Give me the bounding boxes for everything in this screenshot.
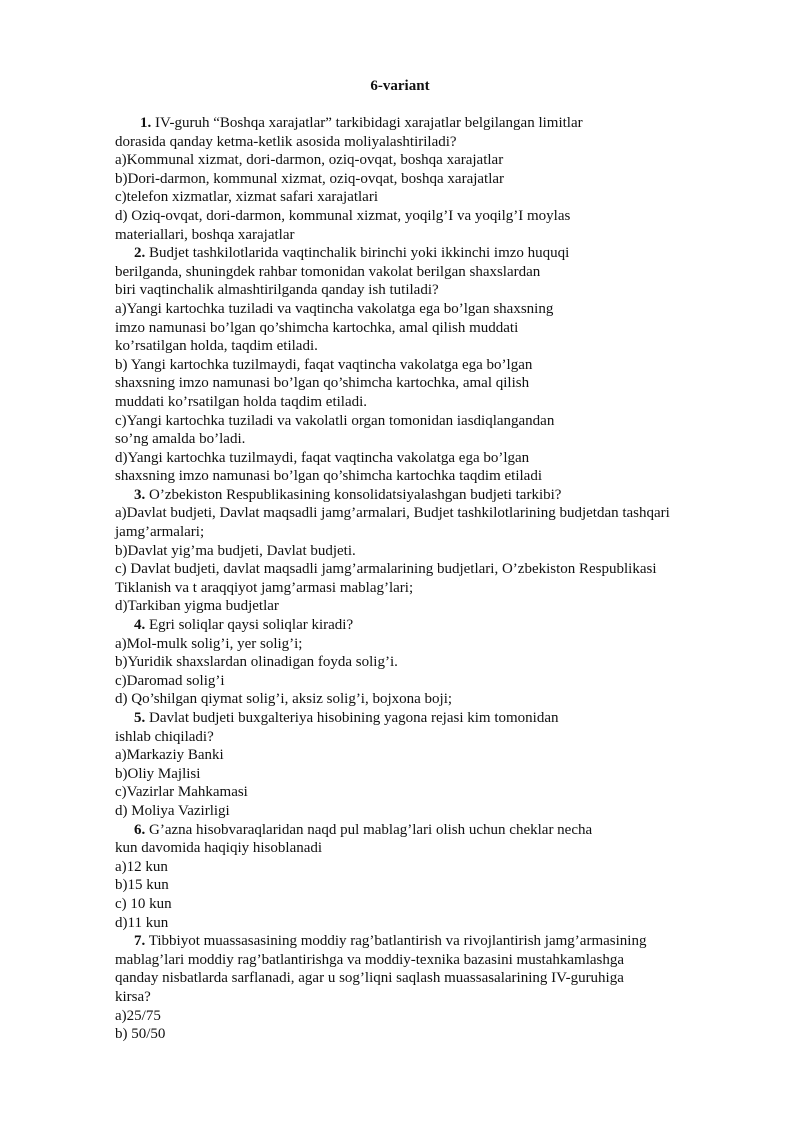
question-number: 1. [140, 115, 152, 131]
answer-option-line: a)Mol-mulk solig’i, yer solig’i; [115, 635, 303, 652]
question-text-line: ishlab chiqiladi? [115, 728, 214, 745]
question-first-line [115, 932, 735, 951]
answer-option-line: b)Dori-darmon, kommunal xizmat, oziq-ovqat, boshqa xarajatlar [115, 170, 505, 187]
question-first-line [115, 486, 735, 505]
page-title: 6-variant [370, 78, 430, 94]
answer-option-line: so’ng amalda bo’ladi. [115, 431, 246, 448]
answer-option-line: Tiklanish va t araqqiyot jamg’armasi mablag’lari; [115, 579, 414, 596]
answer-option-line: c)telefon xizmatlar, xizmat safari xarajatlari [115, 189, 379, 206]
answer-option-line: d)11 kun [115, 914, 169, 931]
answer-option-line: b)15 kun [115, 877, 169, 894]
answer-option-line: a)Kommunal xizmat, dori-darmon, oziq-ovqat, boshqa xarajatlar [115, 152, 504, 169]
question-number: 6. [134, 821, 146, 838]
question-number: 3. [134, 486, 146, 503]
question-first-line [115, 114, 735, 133]
question-first-line [115, 821, 735, 840]
answer-option-line: a)Markaziy Banki [115, 747, 224, 764]
question-block [115, 932, 735, 1044]
answer-option-line: materiallari, boshqa xarajatlar [115, 226, 295, 243]
answer-option-line: b) Yangi kartochka tuzilmaydi, faqat vaqtincha vakolatga ega bo’lgan [115, 356, 533, 373]
question-block [115, 709, 735, 821]
answer-option-line: b)Oliy Majlisi [115, 765, 201, 782]
question-text: G’azna hisobvaraqlaridan naqd pul mablag’lari olish uchun cheklar necha [145, 821, 593, 838]
question-text-line: berilganda, shuningdek rahbar tomonidan vakolat berilgan shaxslardan [115, 263, 541, 280]
question-block [115, 616, 735, 709]
answer-option-line: a)25/75 [115, 1007, 161, 1024]
answer-option-line: d) Oziq-ovqat, dori-darmon, kommunal xizmat, yoqilg’I va yoqilg’I moylas [115, 207, 571, 224]
question-text: Tibbiyot muassasasining moddiy rag’batlantirish va rivojlantirish jamg’armasining [145, 933, 647, 950]
answer-option-line: ko’rsatilgan holda, taqdim etiladi. [115, 338, 318, 355]
answer-option-line: d) Qo’shilgan qiymat solig’i, aksiz solig’i, bojxona boji; [115, 691, 453, 708]
question-text-line: qanday nisbatlarda sarflanadi, agar u sog’liqni saqlash muassasalarining IV-guruhiga [115, 970, 624, 987]
answer-option-line: b) 50/50 [115, 1026, 166, 1043]
answer-option-line: a)Yangi kartochka tuziladi va vaqtincha vakolatga ega bo’lgan shaxsning [115, 300, 554, 317]
question-text: Davlat budjeti buxgalteriya hisobining yagona rejasi kim tomonidan [145, 710, 559, 726]
question-text: Budjet tashkilotlarida vaqtinchalik birinchi yoki ikkinchi imzo huquqi [145, 245, 570, 262]
answer-option-line: c)Daromad solig’i [115, 672, 225, 689]
answer-option-line: shaxsning imzo namunasi bo’lgan qo’shimcha kartochka, amal qilish [115, 375, 530, 392]
question-list [115, 114, 735, 1044]
question-text: Egri soliqlar qaysi soliqlar kiradi? [145, 617, 354, 634]
answer-option-line: c)Vazirlar Mahkamasi [115, 784, 248, 801]
question-number: 4. [134, 617, 146, 634]
question-first-line [115, 244, 735, 263]
question-block [115, 486, 735, 616]
answer-option-line: d) Moliya Vazirligi [115, 802, 230, 819]
answer-option-line: d)Tarkiban yigma budjetlar [115, 598, 279, 615]
question-text-line: biri vaqtinchalik almashtirilganda qanday ish tutiladi? [115, 282, 439, 299]
question-first-line [115, 709, 735, 728]
answer-option-line: c) 10 kun [115, 895, 172, 912]
answer-option-line: muddati ko’rsatilgan holda taqdim etiladi. [115, 393, 368, 410]
question-block [115, 244, 735, 486]
question-number: 2. [134, 245, 146, 262]
question-block [115, 114, 735, 244]
answer-option-line: shaxsning imzo namunasi bo’lgan qo’shimcha kartochka taqdim etiladi [115, 468, 542, 485]
question-text-line: dorasida qanday ketma-ketlik asosida moliyalashtiriladi? [115, 133, 457, 150]
question-text: IV-guruh “Boshqa xarajatlar” tarkibidagi xarajatlar belgilangan limitlar [151, 115, 583, 131]
answer-option-line: imzo namunasi bo’lgan qo’shimcha kartochka, amal qilish muddati [115, 319, 519, 336]
question-number: 7. [134, 933, 146, 950]
answer-option-line: jamg’armalari; [115, 524, 205, 541]
answer-option-line: c) Davlat budjeti, davlat maqsadli jamg’armalarining budjetlari, O’zbekiston Respublikasi [115, 561, 657, 578]
answer-option-line: b)Yuridik shaxslardan olinadigan foyda solig’i. [115, 654, 398, 671]
question-text-line: kun davomida haqiqiy hisoblanadi [115, 840, 323, 857]
question-text: O’zbekiston Respublikasining konsolidatsiyalashgan budjeti tarkibi? [145, 486, 562, 503]
answer-option-line: c)Yangi kartochka tuziladi va vakolatli organ tomonidan iasdiqlangandan [115, 412, 555, 429]
question-first-line [115, 616, 735, 635]
question-text-line: kirsa? [115, 988, 151, 1005]
answer-option-line: a)12 kun [115, 858, 168, 875]
question-block [115, 821, 735, 933]
question-number: 5. [134, 710, 146, 726]
question-text-line: mablag’lari moddiy rag’batlantirishga va moddiy-texnika bazasini mustahkamlashga [115, 951, 625, 968]
answer-option-line: d)Yangi kartochka tuzilmaydi, faqat vaqtincha vakolatga ega bo’lgan [115, 449, 530, 466]
answer-option-line: a)Davlat budjeti, Davlat maqsadli jamg’armalari, Budjet tashkilotlarining budjetdan tashqari [115, 505, 670, 522]
answer-option-line: b)Davlat yig’ma budjeti, Davlat budjeti. [115, 542, 356, 559]
